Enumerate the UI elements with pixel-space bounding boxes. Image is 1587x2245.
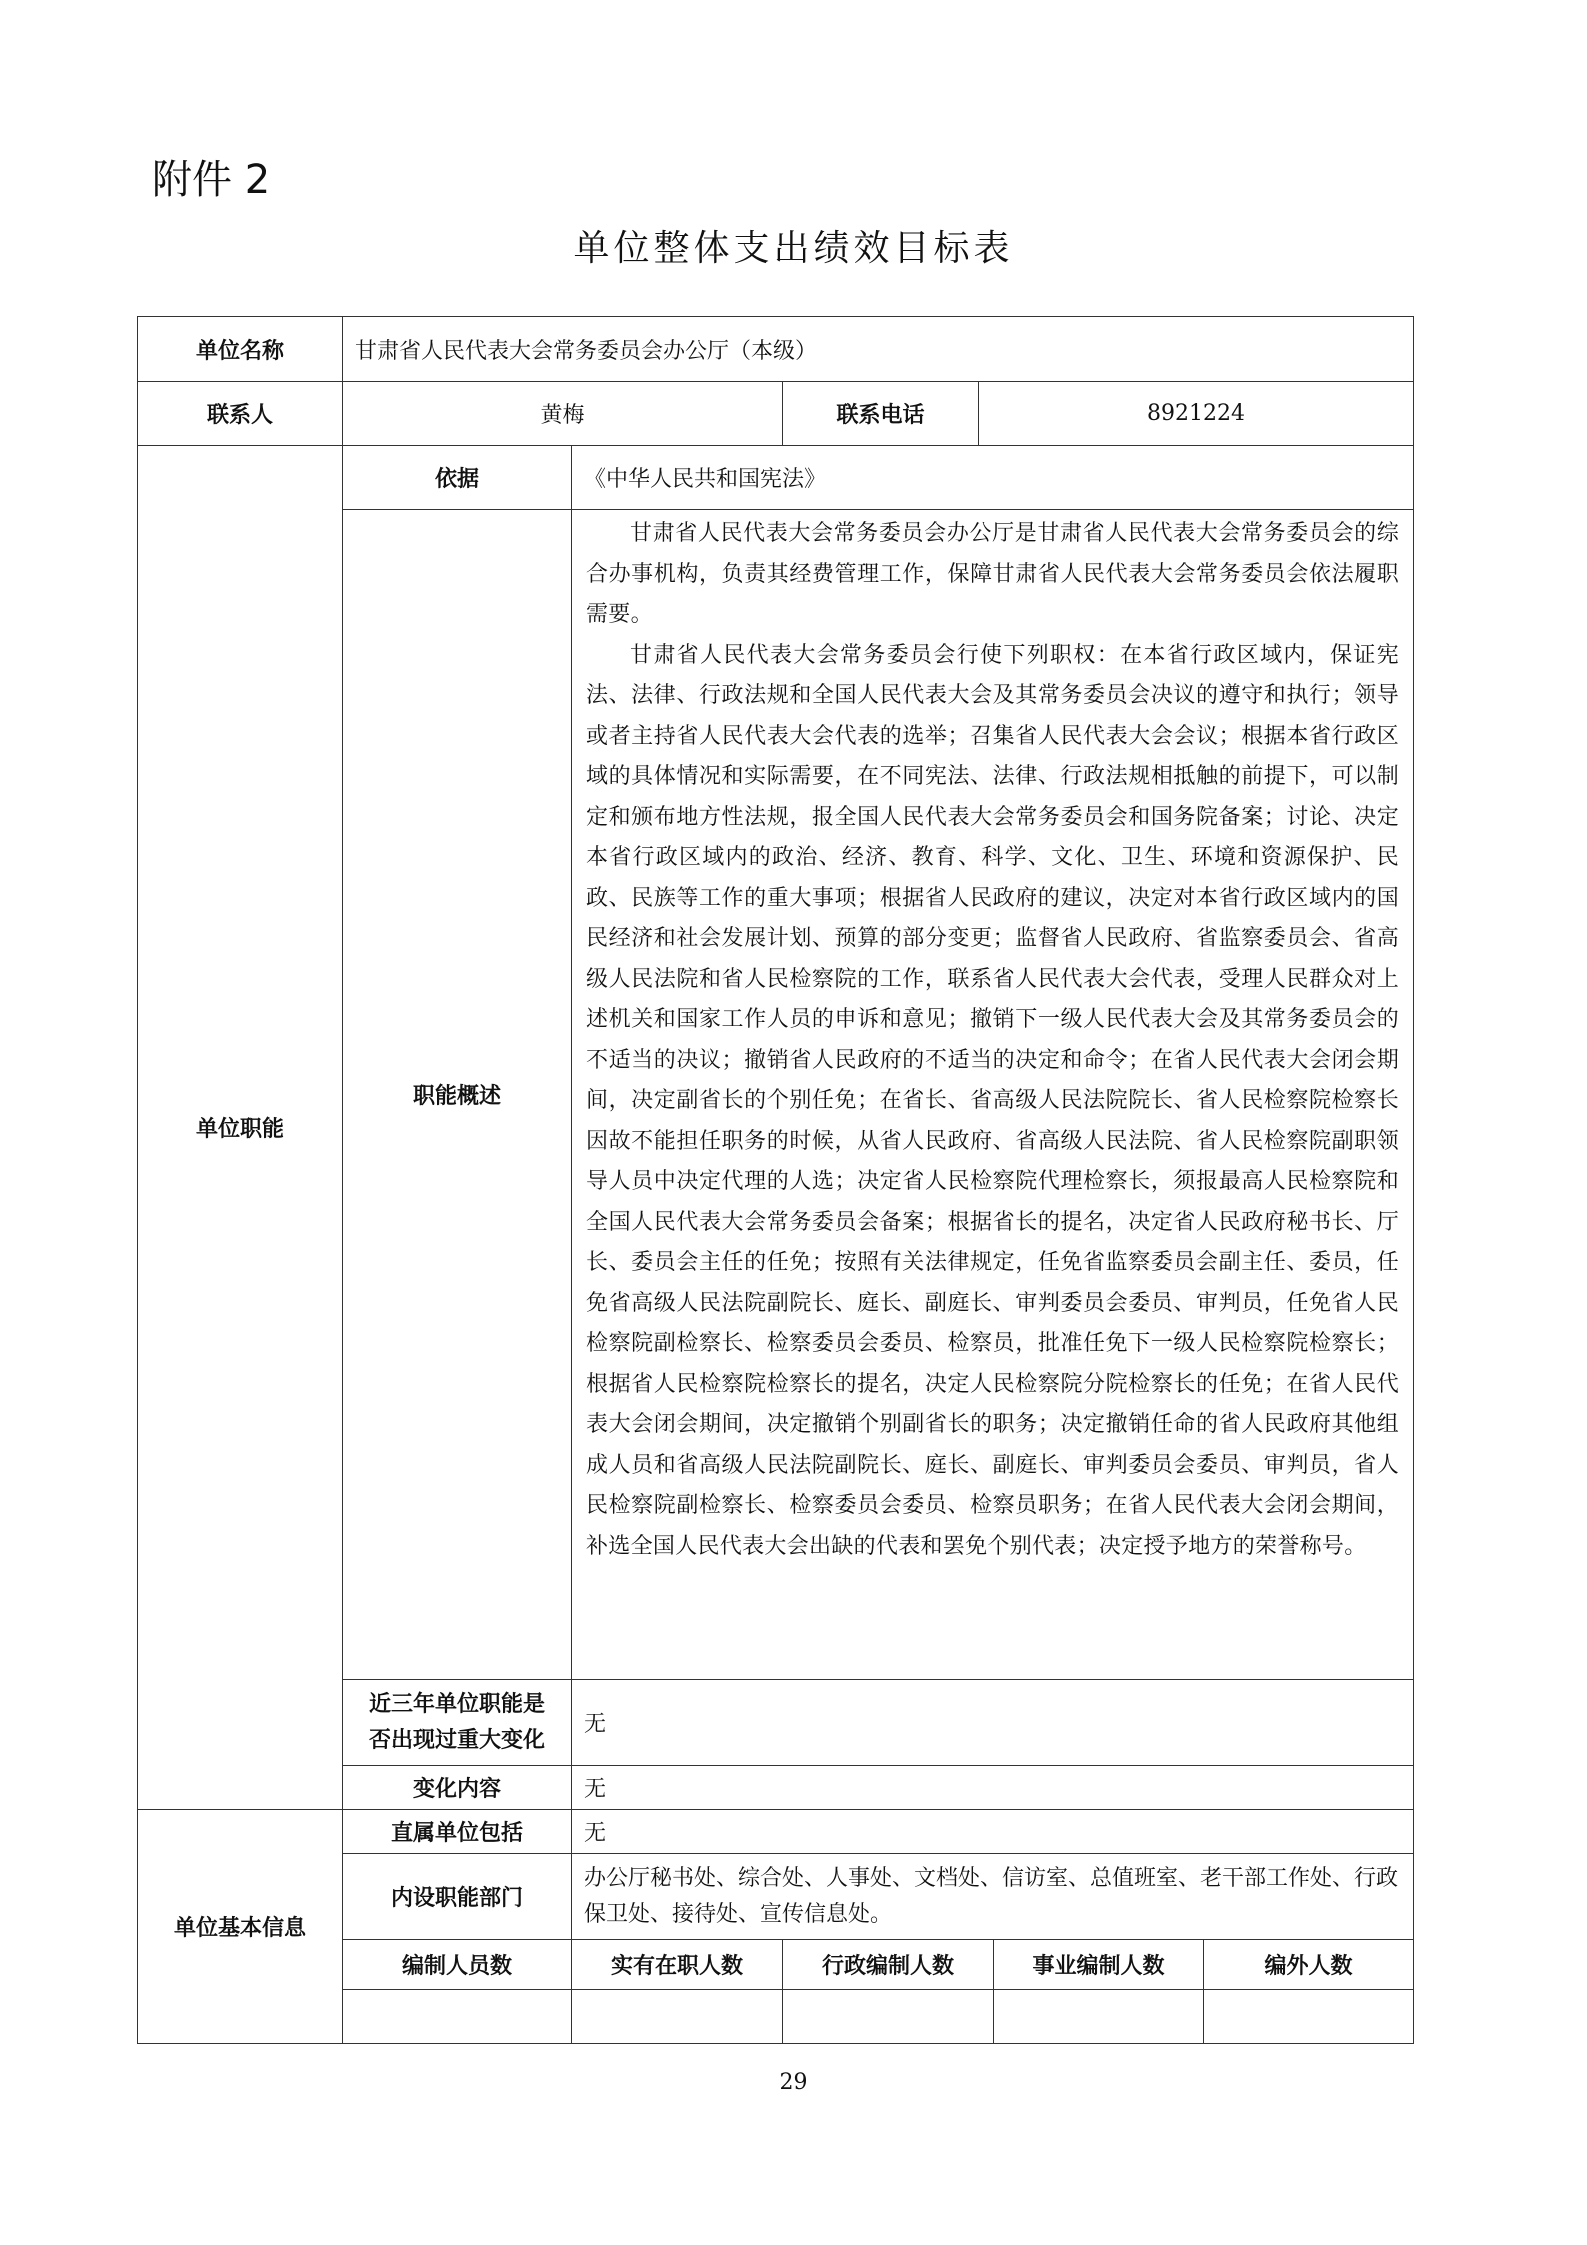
staff-value-2 [572, 1990, 783, 2044]
overview-paragraph-1: 甘肃省人民代表大会常务委员会办公厅是甘肃省人民代表大会常务委员会的综合办事机构，负责其经费管理工作，保障甘肃省人民代表大会常务委员会依法履职需要。 [586, 521, 1400, 627]
attachment-label: 附件 2 [152, 157, 271, 203]
phone-value: 8921224 [979, 382, 1414, 446]
staff-value-3 [783, 1990, 994, 2044]
major-change-label-line-2: 否出现过重大变化 [368, 1727, 545, 1753]
basis-row [138, 446, 1414, 510]
overview-label: 职能概述 [343, 510, 572, 1680]
document-title: 单位整体支出绩效目标表 [573, 228, 1014, 269]
staff-header-4: 事业编制人数 [994, 1940, 1204, 1990]
staff-header-1: 编制人员数 [343, 1940, 572, 1990]
staff-header-5: 编外人数 [1204, 1940, 1414, 1990]
contact-label: 联系人 [138, 382, 343, 446]
change-content-label: 变化内容 [343, 1766, 572, 1810]
contact-value: 黄梅 [343, 382, 783, 446]
change-content-value: 无 [572, 1766, 1414, 1810]
major-change-label [343, 1680, 572, 1766]
staff-value-1 [343, 1990, 572, 2044]
page-number: 29 [779, 2070, 808, 2095]
departments-label: 内设职能部门 [343, 1854, 572, 1940]
overview-content [572, 510, 1414, 1680]
staff-header-2: 实有在职人数 [572, 1940, 783, 1990]
basis-label: 依据 [343, 446, 572, 510]
unit-name-label: 单位名称 [138, 317, 343, 382]
affiliated-value: 无 [572, 1810, 1414, 1854]
performance-target-table [137, 316, 1414, 2044]
overview-paragraph-2: 甘肃省人民代表大会常务委员会行使下列职权：在本省行政区域内，保证宪法、法律、行政法规和全国人民代表大会及其常务委员会决议的遵守和执行；领导或者主持省人民代表大会代表的选举；召集省人民代表大会会议；根据本省行政区域的具体情况和实际需要，在不同宪法、法律、行政法规相抵触的前提下，可以制定和颁布地方性法规，报全国人民代表大会常务委员会和国务院备案；讨论、决定本省行政区域内的政治、经济、教育、科学、文化、卫生、环境和资源保护、民政、民族等工作的重大事项；根据省人民政府的建议，决定对本省行政区域内的国民经济和社会发展计划、预算的部分变更；监督省人民政府、省监察委员会、省高级人民法院和省人民检察院的工作，联系省人民代表大会代表，受理人民群众对上述机关和国家工作人员的申诉和意见；撤销下一级人民代表大会及其常务委员会的不适当的决议；撤销省人民政府的不适当的决定和命令；在省人民代表大会闭会期间，决定副省长的个别任免；在省长、省高级人民法院院长、省人民检察院检察长因故不能担任职务的时候，从省人民政府、省高级人民法院、省人民检察院副职领导人员中决定代理的人选；决定省人民检察院代理检察长，须报最高人民检察院和全国人民代表大会常务委员会备案；根据省长的提名，决定省人民政府秘书长、厅长、委员会主任的任免；按照有关法律规定，任免省监察委员会副主任、委员，任免省高级人民法院副院长、庭长、副庭长、审判委员会委员、审判员，任免省人民检察院副检察长、检察委员会委员、检察员，批准任免下一级人民检察院检察长；根据省人民检察院检察长的提名，决定人民检察院分院检察长的任免；在省人民代表大会闭会期间，决定撤销个别副省长的职务；决定撤销任命的省人民政府其他组成人员和省高级人民法院副院长、庭长、副庭长、审判委员会委员、审判员，省人民检察院副检察长、检察委员会委员、检察员职务；在省人民代表大会闭会期间，补选全国人民代表大会出缺的代表和罢免个别代表；决定授予地方的荣誉称号。 [586, 642, 1400, 1559]
functions-section-label: 单位职能 [138, 446, 343, 1810]
affiliated-row [138, 1810, 1414, 1854]
unit-name-row [138, 317, 1414, 382]
affiliated-label: 直属单位包括 [343, 1810, 572, 1854]
departments-value: 办公厅秘书处、综合处、人事处、文档处、信访室、总值班室、老干部工作处、行政保卫处、接待处、宣传信息处。 [572, 1854, 1414, 1940]
phone-label: 联系电话 [783, 382, 979, 446]
staff-header-3: 行政编制人数 [783, 1940, 994, 1990]
major-change-label-line-1: 近三年单位职能是 [368, 1691, 545, 1717]
staff-value-4 [994, 1990, 1204, 2044]
basis-value: 《中华人民共和国宪法》 [572, 446, 1414, 510]
basic-info-section-label: 单位基本信息 [138, 1810, 343, 2044]
unit-name-value: 甘肃省人民代表大会常务委员会办公厅（本级） [343, 317, 1414, 382]
staff-value-5 [1204, 1990, 1414, 2044]
contact-row [138, 382, 1414, 446]
major-change-value: 无 [572, 1680, 1414, 1766]
